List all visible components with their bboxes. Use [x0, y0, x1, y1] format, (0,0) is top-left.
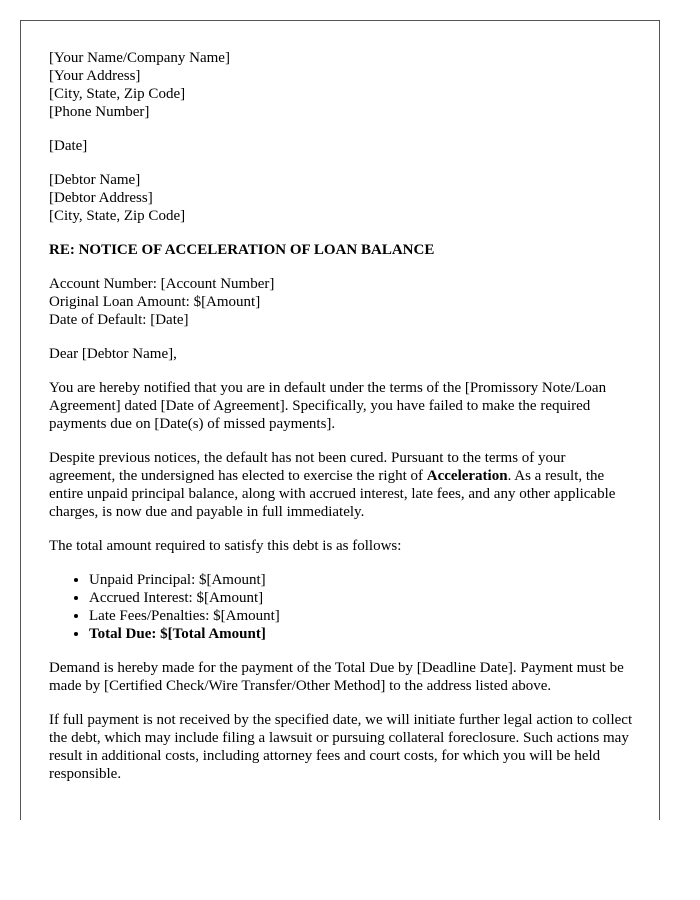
- amount-intro-paragraph: The total amount required to satisfy this debt is as follows:: [49, 538, 402, 554]
- acceleration-text-after: . As a result, the entire unpaid principal balance, along with accrued interest, late fees, and any other applicable charges, is now due and payable in full immediately.: [49, 468, 616, 520]
- sender-block: [49, 49, 634, 121]
- letter-content: [49, 49, 634, 799]
- amount-list: [49, 571, 634, 643]
- original-loan-amount: Original Loan Amount: $[Amount]: [49, 294, 261, 310]
- legal-action-paragraph: If full payment is not received by the specified date, we will initiate further legal action to collect the debt, which may include filing a lawsuit or pursuing collateral foreclosure. Such actions may result in additional costs, including attorney fees and court costs, for which you will be held responsible.: [49, 712, 633, 782]
- demand-paragraph: Demand is hereby made for the payment of the Total Due by [Deadline Date]. Payment must be made by [Certified Check/Wire Transfer/Other Method] to the address listed above.: [49, 660, 624, 694]
- sender-phone: [Phone Number]: [49, 104, 150, 120]
- acceleration-term: Acceleration: [426, 468, 508, 484]
- date-block: [49, 137, 634, 155]
- recipient-address: [Debtor Address]: [49, 190, 153, 206]
- sender-city: [City, State, Zip Code]: [49, 86, 186, 102]
- subject-line: RE: NOTICE OF ACCELERATION OF LOAN BALANCE: [49, 242, 435, 258]
- acceleration-text-before: Despite previous notices, the default has not been cured. Pursuant to the terms of your agreement, the undersigned has elected to exercise the right of: [49, 450, 566, 484]
- list-item-fees: • Late Fees/Penalties: $[Amount]: [89, 607, 634, 625]
- list-item-interest: • Accrued Interest: $[Amount]: [89, 589, 634, 607]
- date-of-default: Date of Default: [Date]: [49, 312, 189, 328]
- list-item-principal: • Unpaid Principal: $[Amount]: [89, 571, 634, 589]
- letter-page: [20, 20, 660, 820]
- account-number: Account Number: [Account Number]: [49, 276, 275, 292]
- recipient-name: [Debtor Name]: [49, 172, 141, 188]
- sender-name: [Your Name/Company Name]: [49, 50, 230, 66]
- default-notice-paragraph: You are hereby notified that you are in default under the terms of the [Promissory Note/Loan Agreement] dated [Date of Agreement]. Specifically, you have failed to make the required payments due on [Date(s) of missed payments].: [49, 380, 607, 432]
- sender-address: [Your Address]: [49, 68, 141, 84]
- account-block: [49, 275, 634, 329]
- recipient-block: [49, 171, 634, 225]
- letter-date: [Date]: [49, 138, 88, 154]
- recipient-city: [City, State, Zip Code]: [49, 208, 186, 224]
- list-item-total-due: • Total Due: $[Total Amount]: [89, 625, 634, 643]
- acceleration-paragraph: [49, 449, 634, 521]
- salutation: Dear [Debtor Name],: [49, 346, 177, 362]
